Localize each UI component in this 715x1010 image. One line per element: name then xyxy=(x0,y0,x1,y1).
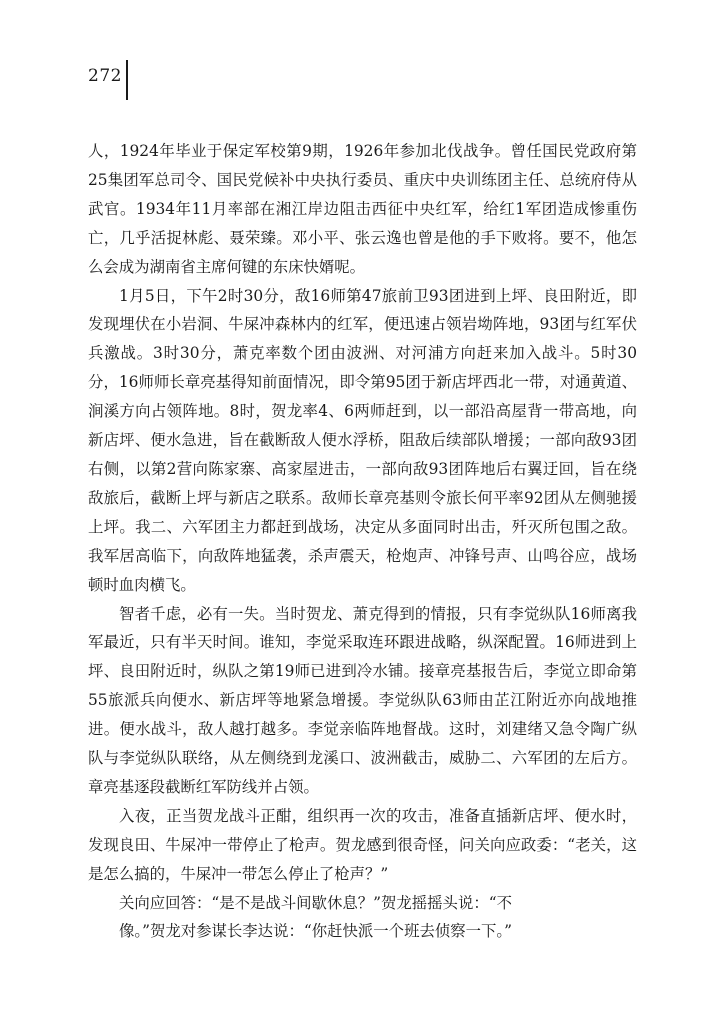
page-number-rule xyxy=(126,60,128,100)
page-number: 272 xyxy=(88,66,122,86)
paragraph: 人，1924年毕业于保定军校第9期，1926年参加北伐战争。曾任国民党政府第25集团军总司令、国民党候补中央执行委员、重庆中央训练团主任、总统府侍从武官。1934年11月率部在湘江岸边阻击西征中央红军，给红1军团造成惨重伤亡，几乎活捉林彪、聂荣臻。邓小平、张云逸也曾是他的手下败将。要不，他怎么会成为湖南省主席何键的东床快婿呢。 xyxy=(88,142,637,276)
body-text xyxy=(88,137,637,946)
paragraph: 1月5日，下午2时30分，敌16师第47旅前卫93团进到上坪、良田附近，即发现埋伏在小岩洞、牛屎冲森林内的红军，便迅速占领岩坳阵地，93团与红军伏兵激战。3时30分，萧克率数个团由波洲、对河浦方向赶来加入战斗。5时30分，16师师长章亮基得知前面情况，即令第95团于新店坪西北一带，对通黄道、涧溪方向占领阵地。8时，贺龙率4、6两师赶到，以一部沿高屋背一带高地，向新店坪、便水急进，旨在截断敌人便水浮桥，阻敌后续部队增援；一部向敌93团右侧，以第2营向陈家寨、高家屋进击，一部向敌93团阵地后右翼迂回，旨在绕敌旅后，截断上坪与新店之联系。敌师长章亮基则令旅长何平率92团从左侧驰援上坪。我二、六军团主力都赶到战场，决定从多面同时出击，歼灭所包围之敌。我军居高临下，向敌阵地猛袭，杀声震天，枪炮声、冲锋号声、山鸣谷应，战场顿时血肉横飞。 xyxy=(88,286,637,594)
paragraph: 智者千虑，必有一失。当时贺龙、萧克得到的情报，只有李觉纵队16师离我军最近，只有半天时间。谁知，李觉采取连环跟进战略，纵深配置。16师进到上坪、良田附近时，纵队之第19师已进到冷水铺。接章亮基报告后，李觉立即命第55旅派兵向便水、新店坪等地紧急增援。李觉纵队63师由芷江附近亦向战地推进。便水战斗，敌人越打越多。李觉亲临阵地督战。这时，刘建绪又急令陶广纵队与李觉纵队联络，从左侧绕到龙溪口、波洲截击，威胁二、六军团的左后方。章亮基逐段截断红军防线并占领。 xyxy=(88,604,637,796)
paragraph: 关向应回答：“是不是战斗间歇休息？”贺龙摇摇头说：“不像。”贺龙对参谋长李达说：“你赶快派一个班去侦察一下。” xyxy=(119,893,512,941)
paragraph: 入夜，正当贺龙战斗正酣，组织再一次的攻击，准备直插新店坪、便水时，发现良田、牛屎冲一带停止了枪声。贺龙感到很奇怪，问关向应政委：“老关，这是怎么搞的，牛屎冲一带怎么停止了枪声？” xyxy=(88,806,637,883)
